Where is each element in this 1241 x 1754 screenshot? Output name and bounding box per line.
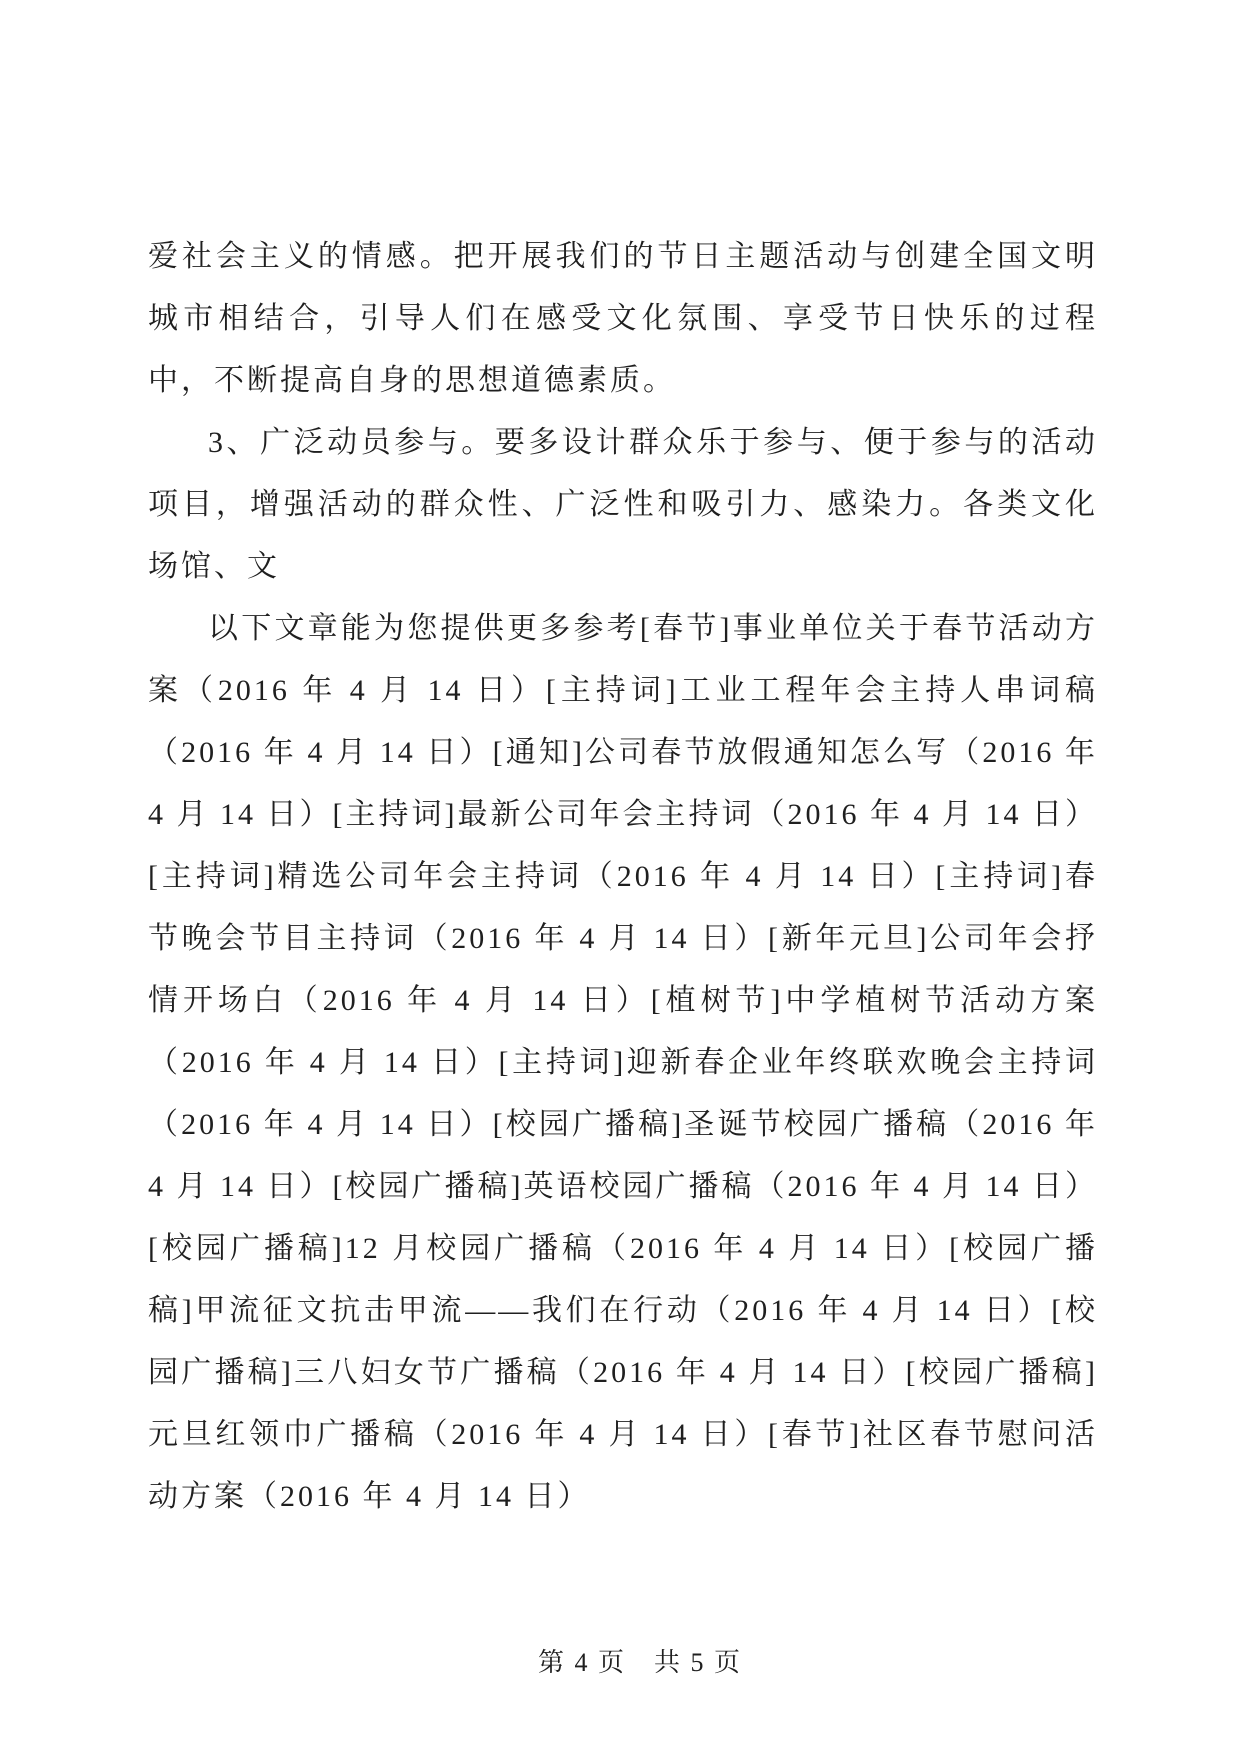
paragraph-reference-list: 以下文章能为您提供更多参考[春节]事业单位关于春节活动方案（2016 年 4 月 14 日）[主持词]工业工程年会主持人串词稿（2016 年 4 月 14 日）[通知]公司春节放假通知怎么写（2016 年 4 月 14 日）[主持词]最新公司年会主持词（2016 年 4 月 14 日）[主持词]精选公司年会主持词（2016 年 4 月 14 日）[主持词]春节晚会节目主持词（2016 年 4 月 14 日）[新年元旦]公司年会抒情开场白（2016 年 4 月 14 日）[植树节]中学植树节活动方案（2016 年 4 月 14 日）[主持词]迎新春企业年终联欢晚会主持词（2016 年 4 月 14 日）[校园广播稿]圣诞节校园广播稿（2016 年 4 月 14 日）[校园广播稿]英语校园广播稿（2016 年 4 月 14 日）[校园广播稿]12 月校园广播稿（2016 年 4 月 14 日）[校园广播稿]甲流征文抗击甲流——我们在行动（2016 年 4 月 14 日）[校园广播稿]三八妇女节广播稿（2016 年 4 月 14 日）[校园广播稿]元旦红领巾广播稿（2016 年 4 月 14 日）[春节]社区春节慰问活动方案（2016 年 4 月 14 日）: [148, 612, 1098, 1513]
paragraph-continuation: 爱社会主义的情感。把开展我们的节日主题活动与创建全国文明城市相结合，引导人们在感受文化氛围、享受节日快乐的过程中，不断提高自身的思想道德素质。: [148, 240, 1098, 397]
page-footer: [148, 1612, 1098, 1709]
page-number: 第 4 页 共 5 页: [537, 1648, 742, 1677]
document-body-text: [148, 226, 1098, 1528]
paragraph-item-3: 3、广泛动员参与。要多设计群众乐于参与、便于参与的活动项目，增强活动的群众性、广泛性和吸引力、感染力。各类文化场馆、文: [148, 426, 1098, 583]
